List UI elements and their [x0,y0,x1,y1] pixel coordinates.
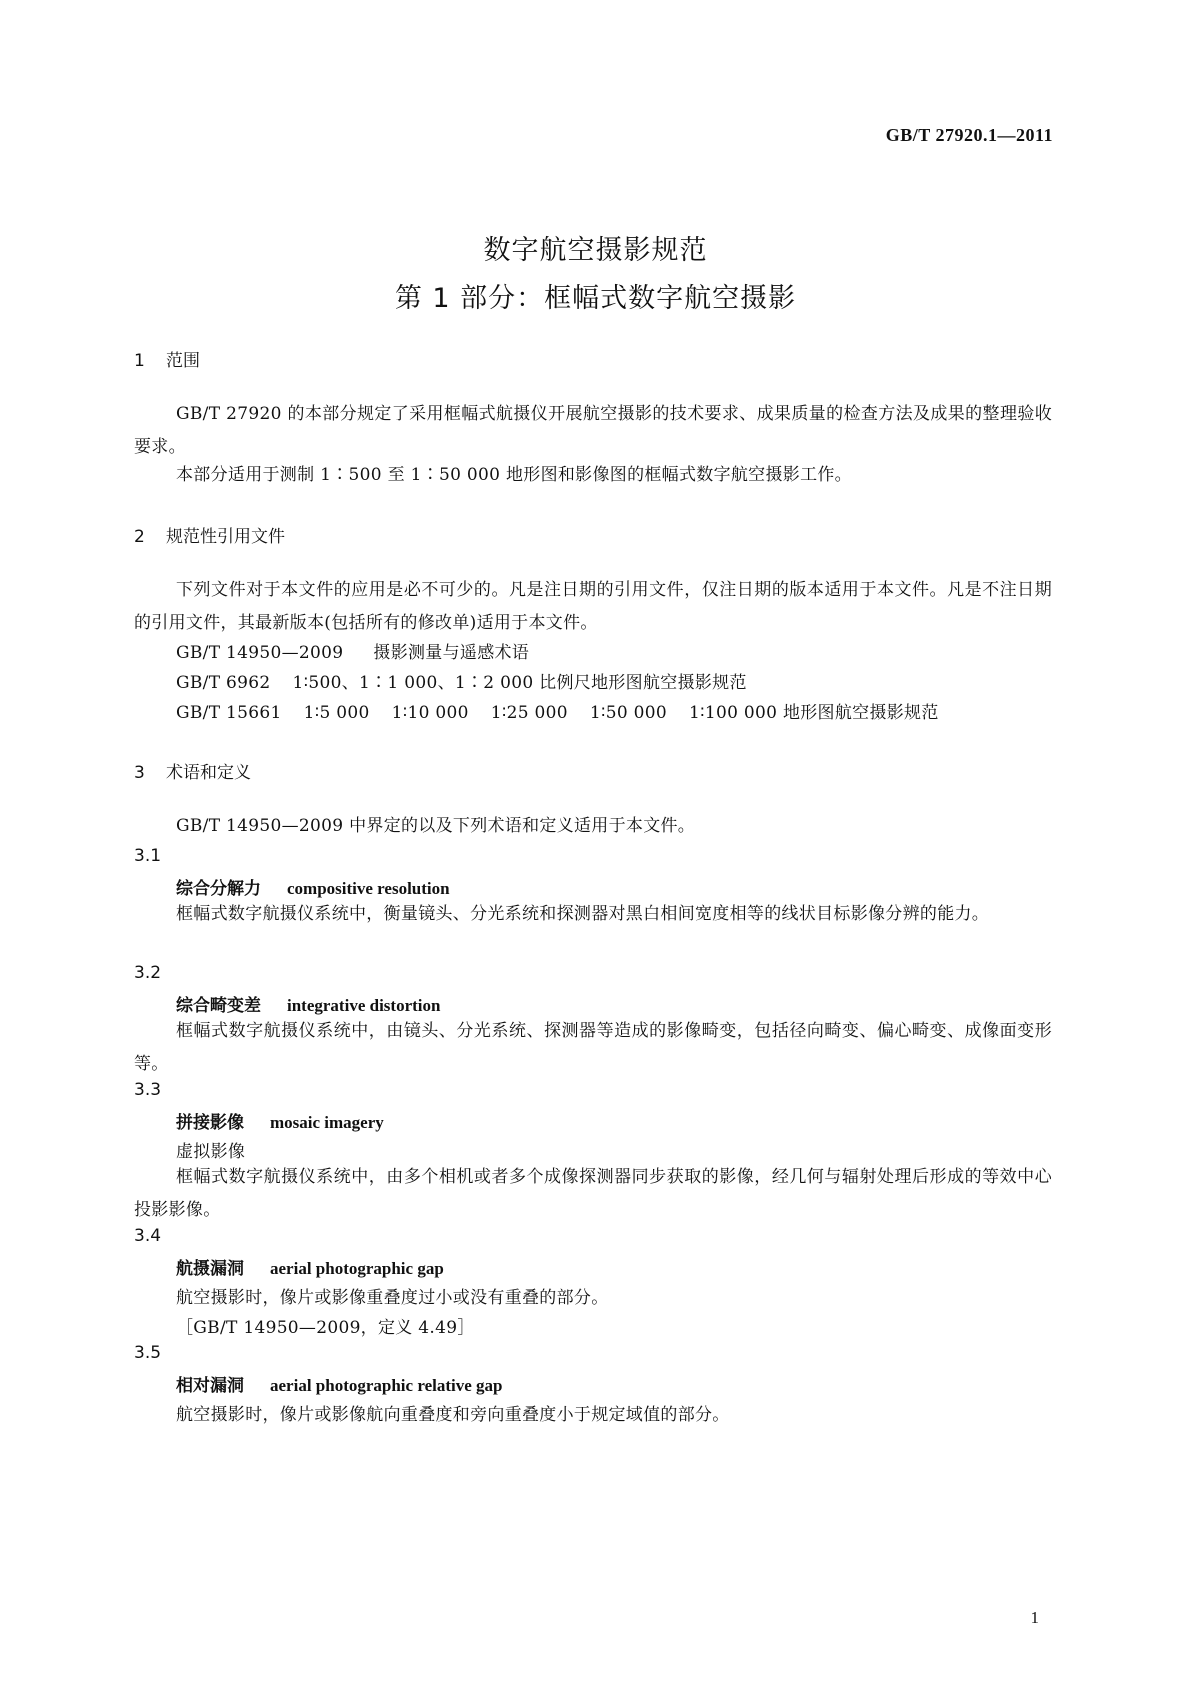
section-number: 2 [134,527,145,547]
term-zh: 相对漏洞 [176,1376,244,1396]
reference-scale: 1∶5 000 [303,703,370,723]
reference-scale: 1∶25 000 [490,703,568,723]
term-zh: 拼接影像 [176,1113,244,1133]
reference-scale: 1∶50 000 [589,703,668,723]
page-number: 1 [1030,1608,1039,1627]
reference-title: 1∶100 000 地形图航空摄影规范 [689,703,939,723]
term-zh: 综合畸变差 [176,996,261,1016]
reference-item [176,698,939,723]
reference-item [176,638,529,663]
document-title: 数字航空摄影规范 [483,235,708,266]
section-title: 术语和定义 [166,763,251,783]
reference-title: 摄影测量与遥感术语 [373,643,530,663]
section-3-heading [134,758,251,783]
term-number: 3.3 [134,1080,162,1100]
term-definition: 航空摄影时，像片或影像航向重叠度和旁向重叠度小于规定域值的部分。 [176,1405,730,1425]
section-1-paragraph-1: GB/T 27920 的本部分规定了采用框幅式航摄仪开展航空摄影的技术要求、成果质量的检查方法及成果的整理验收要求。 [134,404,1052,457]
term-heading [176,1371,502,1396]
section-2-heading [134,522,285,547]
section-title: 规范性引用文件 [166,527,285,547]
term-en: aerial photographic relative gap [270,1376,503,1395]
term-heading [176,1254,444,1279]
term-en: compositive resolution [287,879,450,898]
term-heading [176,874,450,899]
term-alternative: 虚拟影像 [176,1142,246,1162]
term-heading [176,1108,384,1133]
term-heading [176,991,440,1016]
section-title: 范围 [166,351,200,371]
section-1-heading [134,346,200,371]
reference-code: GB/T 14950—2009 [176,643,344,663]
reference-scale: 1∶10 000 [391,703,469,723]
document-subtitle: 第 1 部分：框幅式数字航空摄影 [394,283,797,314]
term-number: 3.2 [134,963,162,983]
section-number: 3 [134,763,145,783]
term-en: aerial photographic gap [270,1259,444,1278]
section-number: 1 [134,351,145,371]
term-en: integrative distortion [287,996,441,1015]
term-definition: 框幅式数字航摄仪系统中，衡量镜头、分光系统和探测器对黑白相间宽度相等的线状目标影像分辨的能力。 [176,904,990,924]
section-3-intro: GB/T 14950—2009 中界定的以及下列术语和定义适用于本文件。 [176,816,696,836]
standard-code: GB/T 27920.1—2011 [885,125,1053,145]
section-2-intro: 下列文件对于本文件的应用是必不可少的。凡是注日期的引用文件，仅注日期的版本适用于本文件。凡是不注日期的引用文件，其最新版本(包括所有的修改单)适用于本文件。 [134,580,1052,633]
section-1-paragraph-2: 本部分适用于测制 1∶500 至 1∶50 000 地形图和影像图的框幅式数字航空摄影工作。 [176,465,852,485]
term-zh: 综合分解力 [176,879,261,899]
reference-code: GB/T 15661 [176,703,282,723]
reference-code: GB/T 6962 [176,673,271,693]
term-definition: 框幅式数字航摄仪系统中，由多个相机或者多个成像探测器同步获取的影像，经几何与辐射处理后形成的等效中心投影影像。 [134,1167,1052,1220]
term-number: 3.4 [134,1226,162,1246]
reference-item [176,668,747,693]
reference-title: 1∶500、1∶1 000、1∶2 000 比例尺地形图航空摄影规范 [292,673,747,693]
term-definition: 框幅式数字航摄仪系统中，由镜头、分光系统、探测器等造成的影像畸变，包括径向畸变、偏心畸变、成像面变形等。 [134,1021,1052,1074]
term-number: 3.1 [134,846,162,866]
term-en: mosaic imagery [270,1113,384,1132]
term-source: ［GB/T 14950—2009，定义 4.49］ [176,1318,475,1338]
term-number: 3.5 [134,1343,162,1363]
term-zh: 航摄漏洞 [176,1259,244,1279]
term-definition: 航空摄影时，像片或影像重叠度过小或没有重叠的部分。 [176,1288,609,1308]
